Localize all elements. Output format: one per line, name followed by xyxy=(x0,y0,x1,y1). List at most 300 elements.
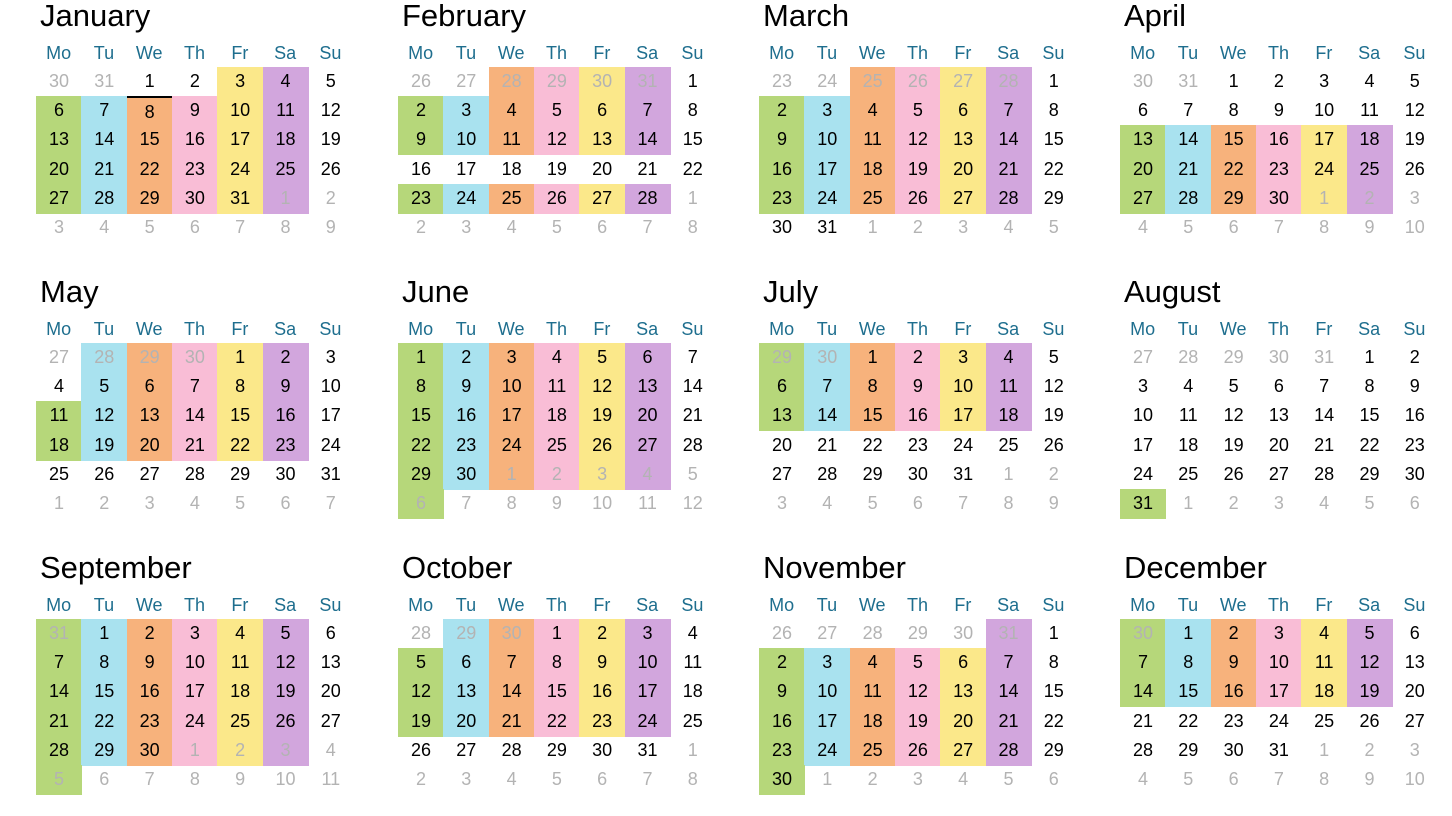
outside-day-cell[interactable]: 9 xyxy=(325,217,336,237)
day-cell[interactable]: 14 xyxy=(1120,677,1166,707)
day-cell[interactable]: 13 xyxy=(443,677,489,707)
day-cell[interactable]: 26 xyxy=(94,463,115,484)
outside-day-cell[interactable]: 7 xyxy=(325,493,336,513)
outside-day-cell[interactable]: 4 xyxy=(1319,493,1330,513)
day-cell[interactable]: 14 xyxy=(81,125,127,155)
day-cell[interactable]: 6 xyxy=(1409,623,1420,643)
day-cell[interactable]: 20 xyxy=(940,707,986,737)
day-cell[interactable]: 31 xyxy=(1268,739,1289,760)
outside-day-cell[interactable]: 4 xyxy=(99,217,110,237)
day-cell[interactable]: 28 xyxy=(36,736,82,766)
outside-day-cell[interactable]: 29 xyxy=(443,619,489,649)
day-cell[interactable]: 3 xyxy=(804,648,850,678)
outside-day-cell[interactable]: 28 xyxy=(489,67,535,97)
day-cell[interactable]: 3 xyxy=(1256,619,1302,649)
day-cell[interactable]: 9 xyxy=(172,96,218,126)
day-cell[interactable]: 14 xyxy=(1165,125,1211,155)
outside-day-cell[interactable]: 6 xyxy=(280,493,291,513)
day-cell[interactable]: 4 xyxy=(850,648,896,678)
day-cell[interactable]: 23 xyxy=(127,707,173,737)
day-cell[interactable]: 16 xyxy=(759,707,805,737)
day-cell[interactable]: 4 xyxy=(489,96,535,126)
day-cell[interactable]: 17 xyxy=(804,155,850,185)
day-cell[interactable]: 29 xyxy=(1211,184,1257,214)
outside-day-cell[interactable]: 2 xyxy=(415,769,426,789)
day-cell[interactable]: 7 xyxy=(986,96,1032,126)
outside-day-cell[interactable]: 29 xyxy=(127,343,173,373)
day-cell[interactable]: 5 xyxy=(263,619,309,649)
day-cell[interactable]: 2 xyxy=(1211,619,1257,649)
day-cell[interactable]: 21 xyxy=(1165,155,1211,185)
day-cell[interactable]: 5 xyxy=(81,372,127,402)
day-cell[interactable]: 22 xyxy=(534,707,580,737)
day-cell[interactable]: 25 xyxy=(1314,710,1335,731)
outside-day-cell[interactable]: 3 xyxy=(579,460,625,490)
day-cell[interactable]: 4 xyxy=(1364,71,1375,91)
day-cell[interactable]: 31 xyxy=(1120,489,1166,519)
outside-day-cell[interactable]: 3 xyxy=(53,217,64,237)
outside-day-cell[interactable]: 2 xyxy=(1228,493,1239,513)
outside-day-cell[interactable]: 29 xyxy=(759,343,805,373)
day-cell[interactable]: 24 xyxy=(217,155,263,185)
day-cell[interactable]: 1 xyxy=(534,619,580,649)
outside-day-cell[interactable]: 10 xyxy=(275,769,296,789)
outside-day-cell[interactable]: 3 xyxy=(912,769,923,789)
day-cell[interactable]: 4 xyxy=(850,96,896,126)
day-cell[interactable]: 20 xyxy=(36,155,82,185)
day-cell[interactable]: 26 xyxy=(1404,158,1425,179)
day-cell[interactable]: 30 xyxy=(1404,463,1425,484)
day-cell[interactable]: 10 xyxy=(1256,648,1302,678)
day-cell[interactable]: 10 xyxy=(625,648,671,678)
outside-day-cell[interactable]: 3 xyxy=(776,493,787,513)
day-cell[interactable]: 30 xyxy=(592,739,613,760)
day-cell[interactable]: 8 xyxy=(398,372,444,402)
day-cell[interactable]: 3 xyxy=(217,67,263,97)
day-cell[interactable]: 22 xyxy=(862,434,883,455)
outside-day-cell[interactable]: 11 xyxy=(321,769,341,789)
day-cell[interactable]: 25 xyxy=(534,431,580,461)
day-cell[interactable]: 8 xyxy=(1228,100,1239,121)
day-cell[interactable]: 13 xyxy=(127,401,173,431)
outside-day-cell[interactable]: 8 xyxy=(687,769,698,789)
outside-day-cell[interactable]: 7 xyxy=(1273,217,1284,237)
day-cell[interactable]: 12 xyxy=(320,100,341,121)
day-cell[interactable]: 26 xyxy=(1223,463,1244,484)
day-cell[interactable]: 6 xyxy=(940,648,986,678)
outside-day-cell[interactable]: 2 xyxy=(1048,463,1059,484)
day-cell[interactable]: 23 xyxy=(759,184,805,214)
day-cell[interactable]: 22 xyxy=(1043,710,1064,731)
outside-day-cell[interactable]: 1 xyxy=(1301,184,1347,214)
outside-day-cell[interactable]: 31 xyxy=(1314,347,1335,367)
day-cell[interactable]: 23 xyxy=(759,736,805,766)
outside-day-cell[interactable]: 26 xyxy=(895,67,941,97)
day-cell[interactable]: 5 xyxy=(1347,619,1393,649)
day-cell[interactable]: 28 xyxy=(986,736,1032,766)
day-cell[interactable]: 30 xyxy=(907,463,928,484)
day-cell[interactable]: 16 xyxy=(127,677,173,707)
day-cell[interactable]: 17 xyxy=(1301,125,1347,155)
outside-day-cell[interactable]: 10 xyxy=(1404,769,1425,789)
day-cell[interactable]: 15 xyxy=(398,401,444,431)
outside-day-cell[interactable]: 8 xyxy=(189,769,200,789)
outside-day-cell[interactable]: 1 xyxy=(687,187,698,208)
day-cell[interactable]: 15 xyxy=(1043,681,1064,702)
outside-day-cell[interactable]: 3 xyxy=(263,736,309,766)
day-cell[interactable]: 12 xyxy=(579,372,625,402)
day-cell[interactable]: 19 xyxy=(1347,677,1393,707)
day-cell[interactable]: 15 xyxy=(534,677,580,707)
day-cell[interactable]: 26 xyxy=(410,739,432,760)
day-cell[interactable]: 3 xyxy=(940,343,986,373)
day-cell[interactable]: 23 xyxy=(263,431,309,461)
day-cell[interactable]: 17 xyxy=(172,677,218,707)
outside-day-cell[interactable]: 23 xyxy=(771,71,793,91)
day-cell[interactable]: 3 xyxy=(325,347,336,367)
outside-day-cell[interactable]: 5 xyxy=(551,769,562,789)
outside-day-cell[interactable]: 1 xyxy=(1003,463,1014,484)
day-cell[interactable]: 27 xyxy=(320,710,341,731)
day-cell[interactable]: 28 xyxy=(1132,739,1154,760)
day-cell[interactable]: 7 xyxy=(1319,376,1330,397)
outside-day-cell[interactable]: 9 xyxy=(551,493,562,513)
outside-day-cell[interactable]: 5 xyxy=(1048,217,1059,237)
day-cell[interactable]: 24 xyxy=(320,434,341,455)
outside-day-cell[interactable]: 2 xyxy=(217,736,263,766)
day-cell[interactable]: 3 xyxy=(443,96,489,126)
day-cell[interactable]: 24 xyxy=(489,431,535,461)
day-cell[interactable]: 23 xyxy=(579,707,625,737)
outside-day-cell[interactable]: 6 xyxy=(912,493,923,513)
day-cell[interactable]: 22 xyxy=(1178,710,1199,731)
day-cell[interactable]: 28 xyxy=(501,739,522,760)
outside-day-cell[interactable]: 1 xyxy=(263,184,309,214)
day-cell[interactable]: 5 xyxy=(1228,376,1239,397)
day-cell[interactable]: 18 xyxy=(1347,125,1393,155)
day-cell[interactable]: 27 xyxy=(1268,463,1289,484)
outside-day-cell[interactable]: 5 xyxy=(1183,217,1194,237)
day-cell[interactable]: 13 xyxy=(1120,125,1166,155)
day-cell[interactable]: 18 xyxy=(682,681,703,702)
outside-day-cell[interactable]: 6 xyxy=(1228,217,1239,237)
outside-day-cell[interactable]: 4 xyxy=(1003,217,1014,237)
day-cell[interactable]: 6 xyxy=(127,372,173,402)
day-cell[interactable]: 4 xyxy=(1301,619,1347,649)
day-cell[interactable]: 23 xyxy=(172,155,218,185)
day-cell[interactable]: 6 xyxy=(1137,100,1148,121)
outside-day-cell[interactable]: 31 xyxy=(1178,71,1199,91)
day-cell[interactable]: 27 xyxy=(771,463,793,484)
outside-day-cell[interactable]: 2 xyxy=(415,217,426,237)
day-cell[interactable]: 16 xyxy=(443,401,489,431)
day-cell[interactable]: 21 xyxy=(172,431,218,461)
day-cell[interactable]: 19 xyxy=(895,707,941,737)
day-cell[interactable]: 17 xyxy=(804,707,850,737)
day-cell[interactable]: 14 xyxy=(986,677,1032,707)
day-cell[interactable]: 24 xyxy=(953,434,974,455)
day-cell[interactable]: 20 xyxy=(127,431,173,461)
day-cell[interactable]: 29 xyxy=(1043,739,1064,760)
outside-day-cell[interactable]: 6 xyxy=(1409,493,1420,513)
day-cell[interactable]: 6 xyxy=(625,343,671,373)
outside-day-cell[interactable]: 1 xyxy=(1183,493,1194,513)
day-cell[interactable]: 5 xyxy=(1048,347,1059,367)
day-cell[interactable]: 27 xyxy=(1404,710,1425,731)
day-cell[interactable]: 5 xyxy=(325,71,336,91)
outside-day-cell[interactable]: 27 xyxy=(940,67,986,97)
day-cell[interactable]: 11 xyxy=(36,401,82,431)
day-cell[interactable]: 7 xyxy=(489,648,535,678)
outside-day-cell[interactable]: 29 xyxy=(534,67,580,97)
outside-day-cell[interactable]: 4 xyxy=(189,493,200,513)
day-cell[interactable]: 18 xyxy=(986,401,1032,431)
day-cell[interactable]: 12 xyxy=(1223,405,1244,426)
day-cell[interactable]: 7 xyxy=(172,372,218,402)
day-cell[interactable]: 2 xyxy=(579,619,625,649)
day-cell[interactable]: 20 xyxy=(1404,681,1425,702)
day-cell[interactable]: 3 xyxy=(625,619,671,649)
day-cell[interactable]: 15 xyxy=(1359,405,1380,426)
outside-day-cell[interactable]: 8 xyxy=(1003,493,1014,513)
outside-day-cell[interactable]: 6 xyxy=(597,217,608,237)
day-cell[interactable]: 21 xyxy=(489,707,535,737)
outside-day-cell[interactable]: 5 xyxy=(551,217,562,237)
outside-day-cell[interactable]: 5 xyxy=(1003,769,1014,789)
day-cell[interactable]: 24 xyxy=(804,736,850,766)
day-cell[interactable]: 24 xyxy=(1132,463,1154,484)
day-cell[interactable]: 28 xyxy=(682,434,703,455)
day-cell[interactable]: 26 xyxy=(320,158,341,179)
day-cell[interactable]: 6 xyxy=(443,648,489,678)
day-cell[interactable]: 8 xyxy=(81,648,127,678)
outside-day-cell[interactable]: 31 xyxy=(625,67,671,97)
day-cell[interactable]: 1 xyxy=(1048,623,1059,643)
day-cell[interactable]: 1 xyxy=(850,343,896,373)
day-cell[interactable]: 15 xyxy=(1211,125,1257,155)
outside-day-cell[interactable]: 2 xyxy=(867,769,878,789)
day-cell[interactable]: 11 xyxy=(217,648,263,678)
outside-day-cell[interactable]: 30 xyxy=(489,619,535,649)
day-cell[interactable]: 11 xyxy=(489,125,535,155)
outside-day-cell[interactable]: 1 xyxy=(53,493,64,513)
day-cell[interactable]: 6 xyxy=(579,96,625,126)
day-cell[interactable]: 23 xyxy=(907,434,928,455)
outside-day-cell[interactable]: 8 xyxy=(687,217,698,237)
day-cell[interactable]: 11 xyxy=(683,652,703,673)
day-cell[interactable]: 15 xyxy=(127,125,173,155)
day-cell[interactable]: 2 xyxy=(895,343,941,373)
day-cell[interactable]: 28 xyxy=(986,184,1032,214)
day-cell[interactable]: 16 xyxy=(172,125,218,155)
day-cell[interactable]: 29 xyxy=(1359,463,1380,484)
day-cell[interactable]: 24 xyxy=(1301,155,1347,185)
outside-day-cell[interactable]: 1 xyxy=(867,217,878,237)
day-cell[interactable]: 24 xyxy=(1268,710,1289,731)
outside-day-cell[interactable]: 2 xyxy=(99,493,110,513)
day-cell[interactable]: 3 xyxy=(1137,376,1148,397)
day-cell[interactable]: 18 xyxy=(36,431,82,461)
outside-day-cell[interactable]: 4 xyxy=(822,493,833,513)
day-cell[interactable]: 1 xyxy=(217,343,263,373)
day-cell[interactable]: 20 xyxy=(592,158,613,179)
day-cell[interactable]: 2 xyxy=(1273,71,1284,91)
day-cell[interactable]: 30 xyxy=(759,765,805,795)
day-cell[interactable]: 17 xyxy=(940,401,986,431)
day-cell[interactable]: 26 xyxy=(579,431,625,461)
day-cell[interactable]: 14 xyxy=(804,401,850,431)
outside-day-cell[interactable]: 28 xyxy=(986,67,1032,97)
outside-day-cell[interactable]: 3 xyxy=(1273,493,1284,513)
day-cell[interactable]: 1 xyxy=(1228,71,1239,91)
day-cell[interactable]: 9 xyxy=(127,648,173,678)
day-cell[interactable]: 21 xyxy=(637,158,658,179)
outside-day-cell[interactable]: 3 xyxy=(461,769,472,789)
day-cell[interactable]: 17 xyxy=(489,401,535,431)
day-cell[interactable]: 11 xyxy=(850,125,896,155)
outside-day-cell[interactable]: 30 xyxy=(579,67,625,97)
day-cell[interactable]: 20 xyxy=(1268,434,1289,455)
day-cell[interactable]: 28 xyxy=(1165,184,1211,214)
day-cell[interactable]: 16 xyxy=(895,401,941,431)
outside-day-cell[interactable]: 29 xyxy=(907,623,928,643)
day-cell[interactable]: 17 xyxy=(320,405,341,426)
day-cell[interactable]: 9 xyxy=(1273,100,1284,121)
day-cell[interactable]: 14 xyxy=(986,125,1032,155)
outside-day-cell[interactable]: 9 xyxy=(1048,493,1059,513)
day-cell[interactable]: 26 xyxy=(263,707,309,737)
day-cell[interactable]: 9 xyxy=(759,677,805,707)
day-cell[interactable]: 10 xyxy=(217,96,263,126)
outside-day-cell[interactable]: 30 xyxy=(172,343,218,373)
day-cell[interactable]: 27 xyxy=(579,184,625,214)
outside-day-cell[interactable]: 28 xyxy=(81,343,127,373)
outside-day-cell[interactable]: 8 xyxy=(506,493,517,513)
outside-day-cell[interactable]: 26 xyxy=(771,623,793,643)
day-cell[interactable]: 2 xyxy=(189,71,200,91)
outside-day-cell[interactable]: 1 xyxy=(172,736,218,766)
day-cell[interactable]: 11 xyxy=(850,677,896,707)
outside-day-cell[interactable]: 27 xyxy=(456,71,477,91)
outside-day-cell[interactable]: 8 xyxy=(1319,769,1330,789)
day-cell[interactable]: 15 xyxy=(1043,129,1064,150)
day-cell[interactable]: 17 xyxy=(1132,434,1154,455)
day-cell[interactable]: 5 xyxy=(398,648,444,678)
day-cell[interactable]: 8 xyxy=(534,648,580,678)
day-cell[interactable]: 5 xyxy=(895,648,941,678)
day-cell[interactable]: 31 xyxy=(637,739,658,760)
day-cell[interactable]: 13 xyxy=(940,677,986,707)
outside-day-cell[interactable]: 2 xyxy=(325,187,336,208)
outside-day-cell[interactable]: 2 xyxy=(1364,739,1375,760)
day-cell[interactable]: 19 xyxy=(1043,405,1064,426)
day-cell[interactable]: 30 xyxy=(771,217,793,237)
day-cell[interactable]: 18 xyxy=(263,125,309,155)
day-cell[interactable]: 20 xyxy=(940,155,986,185)
outside-day-cell[interactable]: 5 xyxy=(235,493,246,513)
day-cell[interactable]: 1 xyxy=(1364,347,1375,367)
day-cell[interactable]: 23 xyxy=(1256,155,1302,185)
day-cell[interactable]: 15 xyxy=(850,401,896,431)
day-cell[interactable]: 9 xyxy=(759,125,805,155)
day-cell[interactable]: 28 xyxy=(1314,463,1335,484)
day-cell[interactable]: 1 xyxy=(687,71,698,91)
day-cell[interactable]: 15 xyxy=(682,129,703,150)
outside-day-cell[interactable]: 8 xyxy=(280,217,291,237)
outside-day-cell[interactable]: 6 xyxy=(597,769,608,789)
day-cell[interactable]: 19 xyxy=(895,155,941,185)
outside-day-cell[interactable]: 2 xyxy=(1347,184,1393,214)
day-cell[interactable]: 6 xyxy=(1273,376,1284,397)
day-cell[interactable]: 4 xyxy=(687,623,698,643)
day-cell[interactable]: 19 xyxy=(320,129,341,150)
outside-day-cell[interactable]: 28 xyxy=(1178,347,1199,367)
outside-day-cell[interactable]: 4 xyxy=(325,739,336,760)
day-cell[interactable]: 29 xyxy=(546,739,567,760)
day-cell[interactable]: 21 xyxy=(1132,710,1154,731)
outside-day-cell[interactable]: 27 xyxy=(1132,347,1154,367)
day-cell[interactable]: 28 xyxy=(817,463,838,484)
day-cell[interactable]: 8 xyxy=(850,372,896,402)
day-cell[interactable]: 22 xyxy=(1211,155,1257,185)
day-cell[interactable]: 21 xyxy=(36,707,82,737)
day-cell[interactable]: 23 xyxy=(1223,710,1244,731)
outside-day-cell[interactable]: 24 xyxy=(817,71,838,91)
day-cell[interactable]: 11 xyxy=(1360,100,1379,121)
day-cell[interactable]: 14 xyxy=(172,401,218,431)
outside-day-cell[interactable]: 3 xyxy=(461,217,472,237)
outside-day-cell[interactable]: 4 xyxy=(1137,769,1148,789)
outside-day-cell[interactable]: 1 xyxy=(687,739,698,760)
day-cell[interactable]: 8 xyxy=(1048,100,1059,121)
day-cell[interactable]: 28 xyxy=(81,184,127,214)
day-cell[interactable]: 13 xyxy=(579,125,625,155)
day-cell[interactable]: 31 xyxy=(320,463,341,484)
day-cell[interactable]: 22 xyxy=(127,155,173,185)
day-cell[interactable]: 9 xyxy=(579,648,625,678)
day-cell[interactable]: 15 xyxy=(217,401,263,431)
outside-day-cell[interactable]: 3 xyxy=(1409,187,1420,208)
day-cell[interactable]: 1 xyxy=(144,71,155,91)
day-cell[interactable]: 22 xyxy=(217,431,263,461)
day-cell[interactable]: 30 xyxy=(172,184,218,214)
outside-day-cell[interactable]: 7 xyxy=(144,769,155,789)
outside-day-cell[interactable]: 5 xyxy=(687,463,698,484)
day-cell[interactable]: 30 xyxy=(1223,739,1244,760)
day-cell[interactable]: 16 xyxy=(410,158,432,179)
day-cell[interactable]: 9 xyxy=(398,125,444,155)
day-cell[interactable]: 23 xyxy=(1404,434,1425,455)
outside-day-cell[interactable]: 2 xyxy=(912,217,923,237)
day-cell[interactable]: 25 xyxy=(1347,155,1393,185)
outside-day-cell[interactable]: 26 xyxy=(410,71,432,91)
outside-day-cell[interactable]: 4 xyxy=(625,460,671,490)
day-cell[interactable]: 3 xyxy=(804,96,850,126)
day-cell[interactable]: 18 xyxy=(1178,434,1199,455)
day-cell[interactable]: 6 xyxy=(940,96,986,126)
day-cell[interactable]: 29 xyxy=(1178,739,1199,760)
outside-day-cell[interactable]: 7 xyxy=(958,493,969,513)
day-cell[interactable]: 9 xyxy=(1409,376,1420,397)
day-cell[interactable]: 29 xyxy=(230,463,251,484)
outside-day-cell[interactable]: 6 xyxy=(398,489,444,519)
outside-day-cell[interactable]: 4 xyxy=(506,769,517,789)
day-cell[interactable]: 1 xyxy=(398,343,444,373)
day-cell[interactable]: 19 xyxy=(263,677,309,707)
day-cell[interactable]: 18 xyxy=(501,158,522,179)
day-cell[interactable]: 29 xyxy=(862,463,883,484)
day-cell[interactable]: 23 xyxy=(398,184,444,214)
